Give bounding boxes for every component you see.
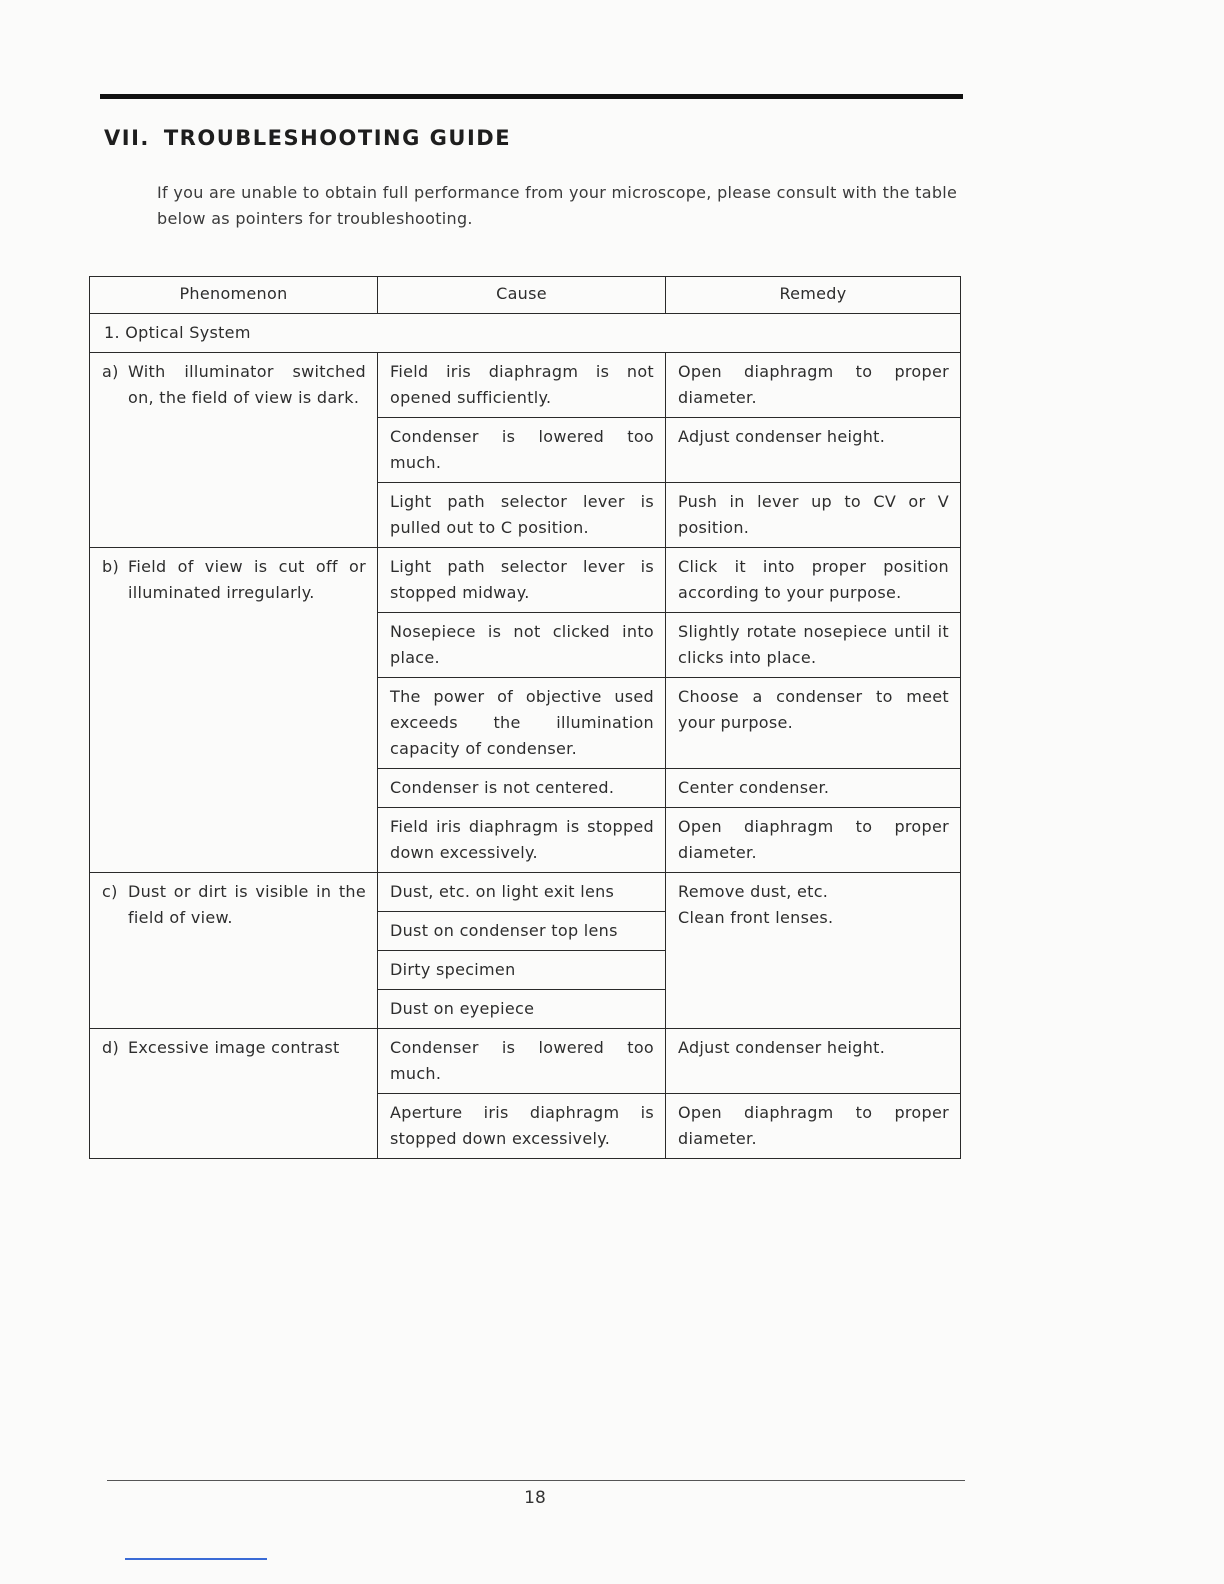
marker-d: d) (102, 1038, 119, 1057)
top-rule (100, 94, 963, 99)
cause-cell: Dust, etc. on light exit lens (378, 873, 666, 912)
cause-cell: Light path selector lever is pulled out to C position. (378, 483, 666, 548)
cause-cell: Condenser is lowered too much. (378, 418, 666, 483)
cause-cell: Condenser is lowered too much. (378, 1029, 666, 1094)
page-number: 18 (524, 1488, 546, 1508)
cause-cell: Field iris diaphragm is stopped down excessively. (378, 808, 666, 873)
table-row (90, 548, 961, 613)
cause-cell: Light path selector lever is stopped midway. (378, 548, 666, 613)
remedy-cell: Adjust condenser height. (666, 418, 961, 483)
remedy-cell: Slightly rotate nosepiece until it clicks into place. (666, 613, 961, 678)
remedy-cell: Adjust condenser height. (666, 1029, 961, 1094)
marker-c: c) (102, 882, 118, 901)
header-cause: Cause (378, 277, 666, 314)
section-number: VII. (104, 126, 150, 150)
troubleshooting-table (89, 276, 961, 1159)
section-title-text: TROUBLESHOOTING GUIDE (163, 126, 512, 150)
phenomenon-b (90, 548, 378, 873)
phenomenon-a-text: With illuminator switched on, the field of view is dark. (128, 362, 366, 407)
phenomenon-a (90, 353, 378, 548)
intro-paragraph: If you are unable to obtain full performance from your microscope, please consult with the table below as pointers for troubleshooting. (157, 183, 958, 228)
cause-cell: Aperture iris diaphragm is stopped down excessively. (378, 1094, 666, 1159)
group-row (90, 314, 961, 353)
bottom-rule (107, 1480, 965, 1481)
table-row (90, 353, 961, 418)
table-row (90, 873, 961, 912)
phenomenon-d (90, 1029, 378, 1159)
remedy-line: Remove dust, etc. (678, 882, 829, 901)
cause-cell: Dust on eyepiece (378, 990, 666, 1029)
remedy-cell: Click it into proper position according to your purpose. (666, 548, 961, 613)
remedy-cell: Open diaphragm to proper diameter. (666, 353, 961, 418)
group-optical-system: 1. Optical System (90, 314, 961, 353)
phenomenon-c-text: Dust or dirt is visible in the field of view. (128, 882, 366, 927)
cause-cell: Dirty specimen (378, 951, 666, 990)
remedy-cell: Open diaphragm to proper diameter. (666, 808, 961, 873)
cause-cell: Condenser is not centered. (378, 769, 666, 808)
remedy-cell: Open diaphragm to proper diameter. (666, 1094, 961, 1159)
marker-b: b) (102, 557, 119, 576)
cause-cell: The power of objective used exceeds the illumination capacity of condenser. (378, 678, 666, 769)
phenomenon-c (90, 873, 378, 1029)
header-phenomenon: Phenomenon (90, 277, 378, 314)
remedy-cell: Push in lever up to CV or V position. (666, 483, 961, 548)
section-title (104, 126, 511, 150)
cause-cell: Nosepiece is not clicked into place. (378, 613, 666, 678)
cause-cell: Dust on condenser top lens (378, 912, 666, 951)
remedy-line: Clean front lenses. (678, 908, 834, 927)
remedy-cell: Choose a condenser to meet your purpose. (666, 678, 961, 769)
phenomenon-d-text: Excessive image contrast (128, 1038, 340, 1057)
remedy-cell: Center condenser. (666, 769, 961, 808)
cause-cell: Field iris diaphragm is not opened sufficiently. (378, 353, 666, 418)
header-row (90, 277, 961, 314)
phenomenon-b-text: Field of view is cut off or illuminated irregularly. (128, 557, 366, 602)
table-row (90, 1029, 961, 1094)
blue-link-underline (125, 1558, 267, 1560)
remedy-c (666, 873, 961, 1029)
header-remedy: Remedy (666, 277, 961, 314)
marker-a: a) (102, 362, 119, 381)
